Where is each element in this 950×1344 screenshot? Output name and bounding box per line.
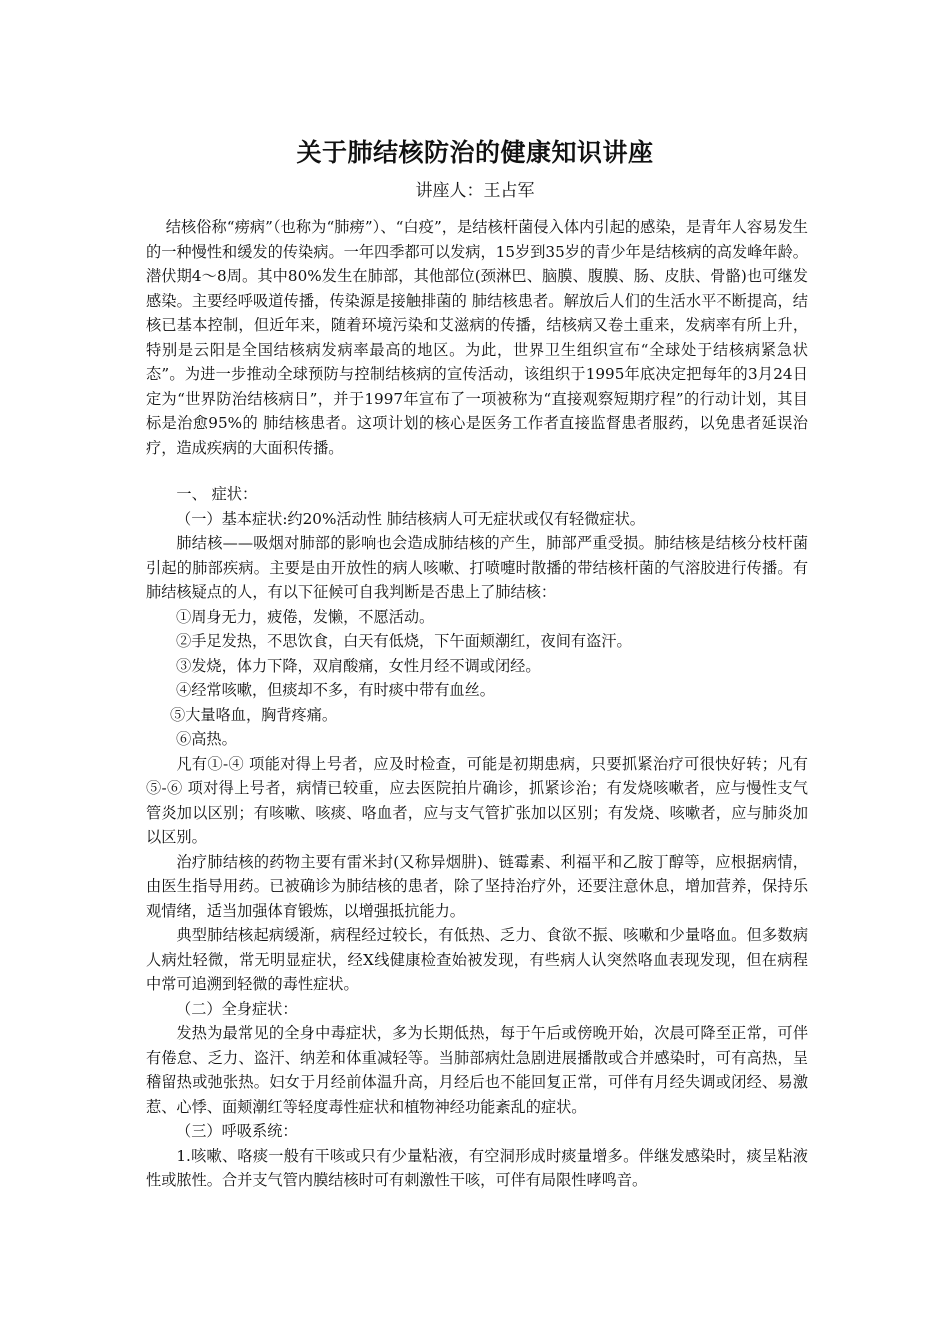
symptom-item-4: ④经常咳嗽，但痰却不多，有时痰中带有血丝。 xyxy=(176,681,495,699)
subheading-respiratory: （三）呼吸系统： xyxy=(176,1122,298,1140)
subheading-basic-symptoms: （一）基本症状:约20%活动性 肺结核病人可无症状或仅有轻微症状。 xyxy=(176,509,645,528)
paragraph-typical: 典型肺结核起病缓渐，病程经过较长，有低热、乏力、食欲不振、咳嗽和少量咯血。但多数病人病灶轻微，常无明显症状，经X线健康检查始被发现，有些病人认突然咯血表现发现，但在病程中常可追溯到轻微的毒性症状。 xyxy=(146,926,808,993)
section-heading-symptoms: 一、 症状： xyxy=(176,485,258,503)
symptom-item-2: ②手足发热，不思饮食，白天有低烧，下午面颊潮红，夜间有盗汗。 xyxy=(176,632,632,650)
paragraph-drugs: 治疗肺结核的药物主要有雷米封(又称异烟肼)、链霉素、利福平和乙胺丁醇等，应根据病情，由医生指导用药。已被确诊为肺结核的患者，除了坚持治疗外，还要注意休息，增加营养，保持乐观情绪，适当加强体育锻炼，以增强抵抗能力。 xyxy=(146,852,808,920)
paragraph-cough: 1.咳嗽、咯痰一般有干咳或只有少量粘液，有空洞形成时痰量增多。伴继发感染时，痰呈粘液性或脓性。合并支气管内膜结核时可有刺激性干咳，可伴有局限性哮鸣音。 xyxy=(146,1146,808,1189)
paragraph-self-judgement: 凡有①-④ 项能对得上号者，应及时检查，可能是初期患病，只要抓紧治疗可很快好转；凡有⑤-⑥ 项对得上号者，病情已较重，应去医院拍片确诊，抓紧诊治；有发烧咳嗽者，应与慢性支气管炎加以区别；有咳嗽、咳痰、咯血者，应与支气管扩张加以区别；有发烧、咳嗽者，应与肺炎加以区别。 xyxy=(146,754,808,846)
intro-paragraph: 结核俗称“痨病”（也称为“肺痨”）、“白疫”，是结核杆菌侵入体内引起的感染，是青年人容易发生的一种慢性和缓发的传染病。一年四季都可以发病，15岁到35岁的青少年是结核病的高发峰年龄。潜伏期4～8周。其中80%发生在肺部，其他部位(颈淋巴、脑膜、腹膜、肠、皮肤、骨骼)也可继发感染。主要经呼吸道传播，传染源是接触排菌的 肺结核患者。解放后人们的生活水平不断提高，结核已基本控制，但近年来，随着环境污染和艾滋病的传播，结核病又卷土重来，发病率有所上升，特别是云阳是全国结核病发病率最高的地区。为此，世界卫生组织宣布“全球处于结核病紧急状态”。为进一步推动全球预防与控制结核病的宣传活动，该组织于1995年底决定把每年的3月24日定为“世界防治结核病日”，并于1997年宣布了一项被称为“直接观察短期疗程”的行动计划，其目标是治愈95%的 肺结核患者。这项计划的核心是医务工作者直接监督患者服药，以免患者延误治疗，造成疾病的大面积传播。 xyxy=(146,218,808,457)
paragraph-gap xyxy=(146,460,808,482)
speaker-line: 讲座人：王占军 xyxy=(415,181,535,201)
paragraph-smoking: 肺结核——吸烟对肺部的影响也会造成肺结核的产生，肺部严重受损。肺结核是结核分枝杆菌引起的肺部疾病。主要是由开放性的病人咳嗽、打喷嚏时散播的带结核杆菌的气溶胶进行传播。有肺结核疑点的人，有以下征候可自我判断是否患上了肺结核： xyxy=(146,534,808,601)
symptom-item-6: ⑥高热。 xyxy=(176,730,237,748)
subheading-systemic-symptoms: （二）全身症状： xyxy=(176,999,298,1018)
symptom-item-1: ①周身无力，疲倦，发懒，不愿活动。 xyxy=(176,607,435,626)
document-title: 关于肺结核防治的健康知识讲座 xyxy=(296,138,654,167)
symptom-item-5: ⑤大量咯血，胸背疼痛。 xyxy=(170,705,338,724)
paragraph-fever: 发热为最常见的全身中毒症状，多为长期低热，每于午后或傍晚开始，次晨可降至正常，可伴有倦怠、乏力、盗汗、纳差和体重减轻等。当肺部病灶急剧进展播散或合并感染时，可有高热，呈稽留热或弛张热。妇女于月经前体温升高，月经后也不能回复正常，可伴有月经失调或闭经、易激惹、心悸、面颊潮红等轻度毒性症状和植物神经功能紊乱的症状。 xyxy=(146,1024,808,1116)
symptom-item-3: ③发烧，体力下降，双肩酸痛，女性月经不调或闭经。 xyxy=(176,656,541,675)
document-body xyxy=(146,215,808,1193)
